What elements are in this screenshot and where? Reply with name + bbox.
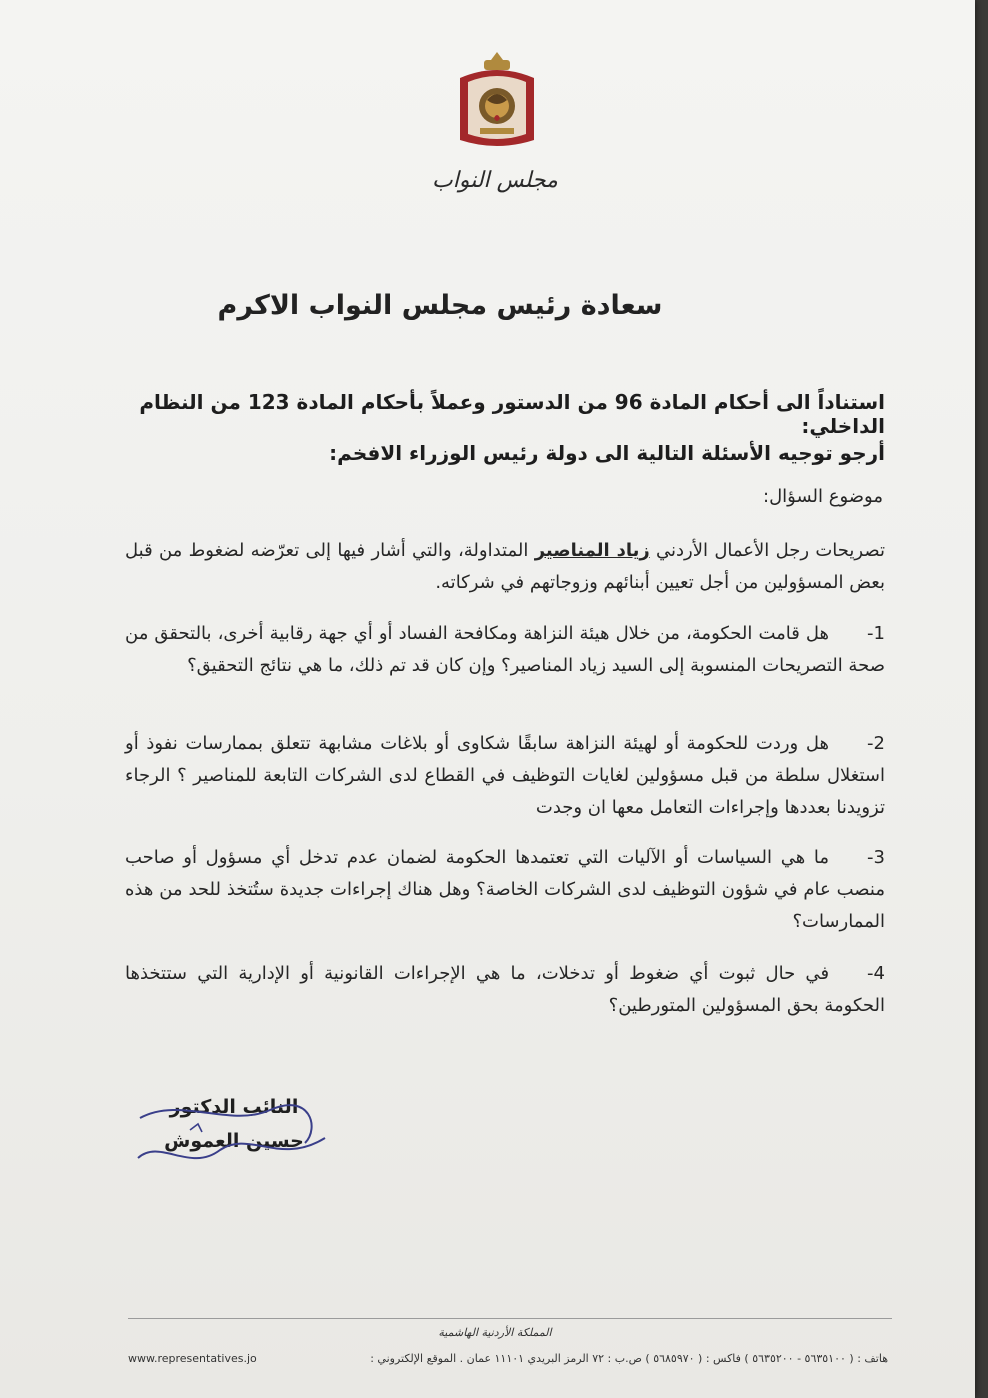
- subject-label: موضوع السؤال:: [763, 486, 883, 507]
- question-item: [125, 728, 885, 824]
- request-line: أرجو توجيه الأسئلة التالية الى دولة رئيس الوزراء الافخم:: [329, 441, 885, 465]
- question-item: [125, 618, 885, 682]
- footer-website: www.representatives.jo: [128, 1352, 257, 1365]
- footer-divider: [128, 1318, 892, 1319]
- question-text: في حال ثبوت أي ضغوط أو تدخلات، ما هي الإجراءات القانونية أو الإدارية التي ستتخذها الحكومة بحق المسؤولين المتورطين؟: [125, 963, 885, 1016]
- subject-person-name: زياد المناصير: [534, 540, 650, 561]
- question-number: 3-: [867, 847, 885, 868]
- question-item: [125, 842, 885, 938]
- footer-contact-info: هاتف : ( ٥٦٣٥١٠٠ - ٥٦٣٥٢٠٠ ) فاكس : ( ٥٦٨٥٩٧٠ ) ص.ب : ٧٢ الرمز البريدي ١١١٠١ عمان . الموقع الإلكتروني :: [370, 1352, 888, 1365]
- question-item: [125, 958, 885, 1022]
- question-text: ما هي السياسات أو الآليات التي تعتمدها الحكومة لضمان عدم تدخل أي مسؤول أو صاحب منصب عام في شؤون التوظيف لدى الشركات الخاصة؟ وهل هناك إجراءات جديدة ستُتخذ للحد من هذه الممارسات؟: [125, 847, 885, 932]
- footer-kingdom-logo-text: المملكة الأردنية الهاشمية: [438, 1326, 552, 1339]
- question-text: هل وردت للحكومة أو لهيئة النزاهة سابقًا شكاوى أو بلاغات مشابهة تتعلق بممارسات نفوذ أو استغلال سلطة من قبل مسؤولين لغايات التوظيف في القطاع لدى الشركات التابعة للمناصير ؟ الرجاء تزويدنا بعددها وإجراءات التعامل معها ان وجدت: [125, 733, 885, 818]
- jordan-coat-of-arms-icon: [454, 48, 540, 156]
- signature-title: النائب الدكتور: [169, 1096, 299, 1118]
- question-number: 2-: [867, 733, 885, 754]
- question-number: 1-: [867, 623, 885, 644]
- letter-addressee: سعادة رئيس مجلس النواب الاكرم: [217, 290, 663, 321]
- question-number: 4-: [867, 963, 885, 984]
- question-text: هل قامت الحكومة، من خلال هيئة النزاهة ومكافحة الفساد أو أي جهة رقابية أخرى، بالتحقق من صحة التصريحات المنسوبة إلى السيد زياد المناصير؟ وإن كان قد تم ذلك، ما هي نتائج التحقيق؟: [125, 623, 885, 676]
- signature-name: حسين العموش: [164, 1130, 304, 1152]
- subject-paragraph: [125, 535, 885, 599]
- council-logo-text: مجلس النواب: [432, 168, 558, 193]
- legal-basis-line: استناداً الى أحكام المادة 96 من الدستور وعملاً بأحكام المادة 123 من النظام الداخلي:: [139, 390, 885, 438]
- subject-text-start: تصريحات رجل الأعمال الأردني: [656, 540, 885, 561]
- subject-text-end: المتداولة، والتي أشار فيها إلى تعرّضه لضغوط من قبل بعض المسؤولين من أجل تعيين أبنائهم وزوجاتهم في شركاته.: [125, 540, 885, 593]
- handwritten-signature-icon: [120, 1088, 340, 1178]
